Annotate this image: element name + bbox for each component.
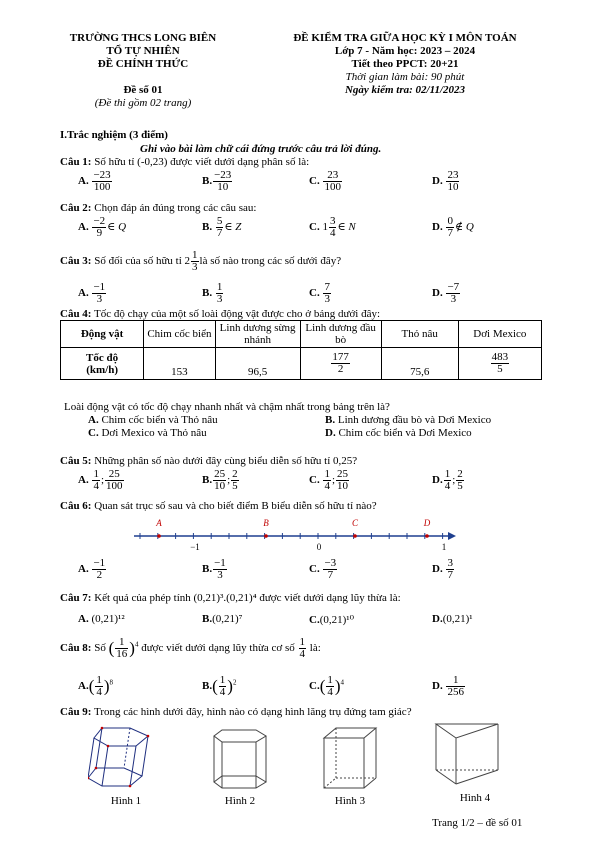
q6-option-b: B. $\frac{-1}{3}$ [202, 557, 226, 581]
point-label-d: D [423, 518, 431, 528]
q3-option-b: B. $\frac{1}{3}$ [202, 281, 223, 305]
department: TỔ TỰ NHIÊN [106, 45, 180, 57]
q4-question: Loài động vật có tốc độ chạy nhanh nhất và chậm nhất trong bảng trên là? [64, 401, 390, 413]
q8-option-d: D. $\frac{1}{256}$ [432, 674, 464, 698]
table-header-cell: Linh dương đầu bò [300, 321, 381, 348]
point-b-dot [264, 534, 268, 538]
point-d-dot [425, 534, 429, 538]
question-1: Câu 1: Số hữu tỉ (-0,23) được viết dưới dạng phân số là: [60, 156, 310, 168]
school-name: TRƯỜNG THCS LONG BIÊN [69, 32, 217, 44]
q6-option-c: C. $\frac{-3}{7}$ [309, 557, 337, 581]
q3-option-c: C. $\frac{7}{3}$ [309, 281, 330, 305]
question-6: Câu 6: Quan sát trục số sau và cho biết điểm B biểu diễn số hữu tỉ nào? [60, 500, 377, 512]
table-cell: $\frac{483}{5}$ [458, 348, 541, 380]
question-8: Câu 8: Số ( $\frac{1}{16}$ )$^4$ được viết dưới dạng lũy thừa cơ số $\frac{1}{4}$ là: [60, 636, 321, 660]
point-a-dot [157, 534, 161, 538]
question-2: Câu 2: Chọn đáp án đúng trong các câu sau: [60, 202, 257, 214]
figure-3-prism [322, 726, 378, 790]
q8-option-a: A.( $\frac{1}{4}$ )$^8$ [78, 674, 114, 698]
q6-option-a: A. $\frac{-1}{2}$ [78, 557, 106, 581]
q5-option-c: C. $\frac{1}{4}$ ; $\frac{25}{10}$ [309, 468, 349, 492]
table-cell: 96,5 [215, 348, 300, 380]
question-7: Câu 7: Kết quả của phép tính (0,21)³.(0,21)⁴ được viết dưới dạng lũy thừa là: [60, 592, 401, 604]
table-row [61, 348, 542, 380]
q2-option-a: A. $\frac{-2}{9}$ ∈ Q [78, 215, 127, 239]
question-9: Câu 9: Trong các hình dưới đây, hình nào có dạng hình lăng trụ đứng tam giác? [60, 706, 412, 718]
section-instruction: Ghi vào bài làm chữ cái đứng trước câu trả lời đúng. [140, 143, 382, 155]
q4-option-c: C. Dơi Mexico và Thỏ nâu [88, 427, 207, 439]
q4-option-b: B. Linh dương đầu bò và Dơi Mexico [325, 414, 492, 426]
q3-option-a: A. $\frac{-1}{3}$ [78, 281, 106, 305]
table-header-cell: Linh dương sừng nhánh [215, 321, 300, 348]
figure-2-prism [212, 726, 268, 790]
q7-option-c: C.(0,21)¹⁰ [309, 614, 354, 626]
question-5: Câu 5: Những phân số nào dưới đây cùng biểu diễn số hữu tỉ 0,25? [60, 455, 358, 467]
question-3: Câu 3: Số đối của số hữu tỉ 2 $\frac{1}{3}$ là số nào trong các số dưới đây? [60, 249, 342, 273]
q7-option-b: B.(0,21)⁷ [202, 613, 243, 625]
point-label-b: B [263, 518, 269, 528]
q7-option-d: D.(0,21)¹ [432, 613, 473, 625]
q4-option-d: D. Chim cốc biển và Dơi Mexico [325, 427, 472, 439]
table-header-cell: Chim cốc biển [144, 321, 215, 348]
q2-option-b: B. $\frac{5}{7}$ ∈ Z [202, 215, 242, 239]
figure-3-caption: Hình 3 [334, 795, 366, 807]
tick-label-zero: 0 [316, 542, 322, 552]
pages-note: (Đề thi gồm 02 trang) [94, 97, 192, 109]
table-header-row [61, 321, 542, 348]
table-row-label: Tốc độ (km/h) [61, 348, 144, 380]
figure-4-prism [432, 722, 502, 788]
q2-option-c: C. 1 $\frac{3}{4}$ ∈ N [309, 215, 356, 239]
q5-option-b: B. $\frac{25}{10}$ ; $\frac{2}{5}$ [202, 468, 238, 492]
table-header-cell: Thỏ nâu [381, 321, 458, 348]
ppct: Tiết theo PPCT: 20+21 [351, 58, 459, 70]
q3-option-d: D. $\frac{-7}{3}$ [432, 281, 460, 305]
section-title: I.Trắc nghiệm (3 điểm) [60, 129, 168, 141]
q2-option-d: D. $\frac{0}{7}$ ∉ Q [432, 215, 474, 239]
table-header-cell: Dơi Mexico [458, 321, 541, 348]
q1-option-a: A. $\frac{-23}{100}$ [78, 169, 111, 193]
figure-2-caption: Hình 2 [224, 795, 256, 807]
q7-option-a: A. (0,21)¹² [78, 613, 125, 625]
table-cell: $\frac{177}{2}$ [300, 348, 381, 380]
speed-table [60, 320, 542, 380]
q6-option-d: D. $\frac{3}{7}$ [432, 557, 453, 581]
grade-year: Lớp 7 - Năm học: 2023 – 2024 [334, 45, 476, 57]
q8-option-c: C.( $\frac{1}{4}$ )$^4$ [309, 674, 345, 698]
figure-4-caption: Hình 4 [459, 792, 491, 804]
q1-option-c: C. $\frac{23}{100}$ [309, 169, 341, 193]
point-label-a: A [156, 518, 162, 528]
number-line [130, 512, 460, 554]
table-cell: 153 [144, 348, 215, 380]
q5-option-a: A. $\frac{1}{4}$ ; $\frac{25}{100}$ [78, 468, 123, 492]
point-c-dot [353, 534, 357, 538]
official-label: ĐỀ CHÍNH THỨC [97, 58, 189, 70]
table-cell: 75,6 [381, 348, 458, 380]
figure-1-prism [88, 722, 160, 788]
page-footer: Trang 1/2 – đề số 01 [432, 817, 523, 829]
point-label-c: C [351, 518, 359, 528]
q4-option-a: A. Chim cốc biển và Thỏ nâu [88, 414, 218, 426]
exam-title: ĐỀ KIỂM TRA GIỮA HỌC KỲ I MÔN TOÁN [293, 32, 517, 44]
exam-code: Đề số 01 [123, 84, 163, 96]
q1-option-b: B. $\frac{-23}{10}$ [202, 169, 232, 193]
figure-1-caption: Hình 1 [110, 795, 142, 807]
tick-label-minus-one: −1 [190, 542, 200, 552]
arrow-head-icon [448, 532, 456, 540]
question-4: Câu 4: Tốc độ chạy của một số loài động vật được cho ở bảng dưới đây: [60, 308, 381, 320]
tick-label-one: 1 [441, 542, 447, 552]
q5-option-d: D. $\frac{1}{4}$ ; $\frac{2}{5}$ [432, 468, 463, 492]
exam-date: Ngày kiểm tra: 02/11/2023 [344, 84, 466, 96]
q8-option-b: B.( $\frac{1}{4}$ )$^2$ [202, 674, 237, 698]
table-header-cell: Động vật [61, 321, 144, 348]
duration: Thời gian làm bài: 90 phút [345, 71, 465, 83]
q1-option-d: D. $\frac{23}{10}$ [432, 169, 459, 193]
